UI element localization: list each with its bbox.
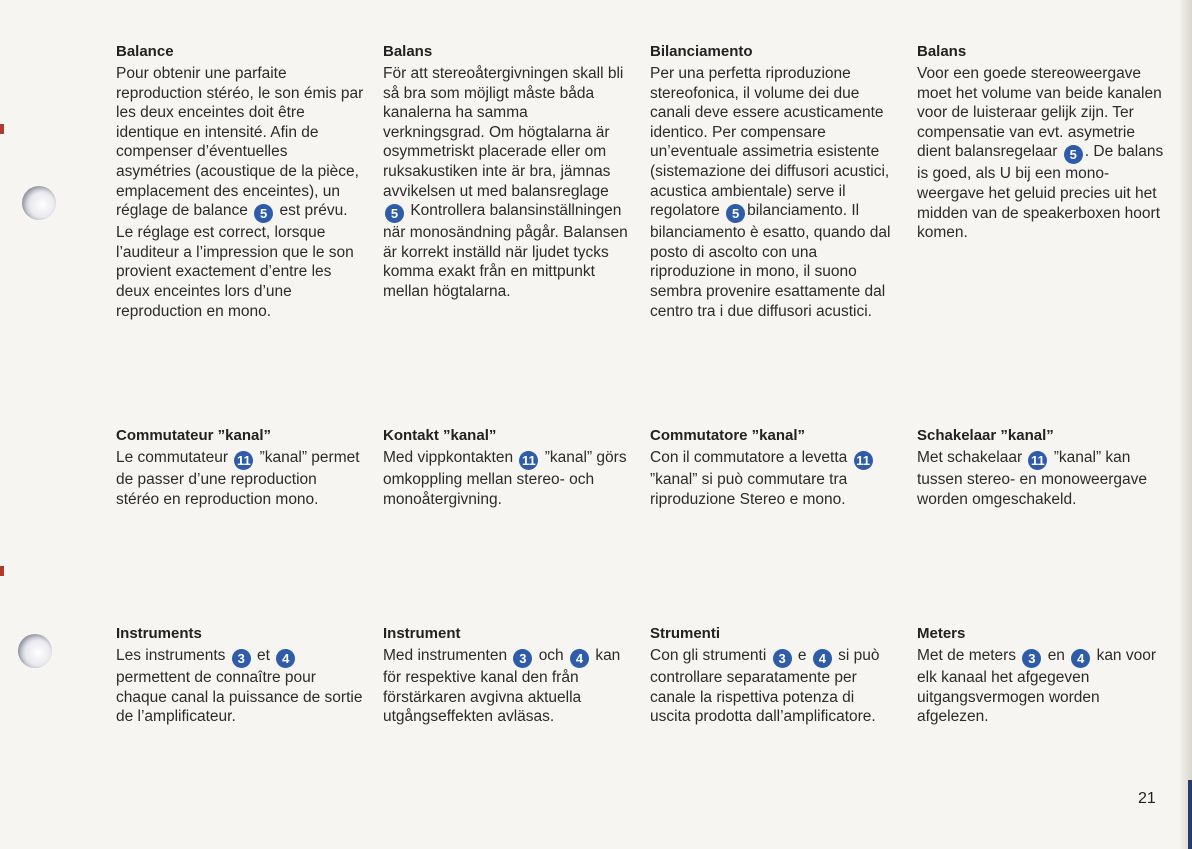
section-title: Strumenti [650,625,721,642]
section-title: Balans [917,43,967,60]
section-text: Per una perfetta riproduzione stereofonica, il volume dei due canali deve essere acusticamente identico. Per compensare un’eventuale assimetria esistente (sistemazione dei diffusori acustici, acustica ambientale) serve il regolatore 5 bilanciamento. Il bilanciamento è esatto, quando dal posto di ascolto con una riproduzione in mono, il suono sembra provenire esattamente dal centro tra i due diffusori acustici. [650,65,891,320]
callout-number: 3 [1022,649,1041,668]
edge-mark [0,124,4,134]
section-text: Med instrumenten 3 och 4 kan för respektive kanal den från förstärkaren avgivna aktuella utgångseffekten avläsas. [383,647,621,726]
binder-hole [18,634,52,668]
it-balance-section [650,42,898,321]
page-edge [1180,0,1192,849]
section-text: Med vippkontakten 11 ”kanal” görs omkoppling mellan stereo- och monoåtergivning. [383,449,627,508]
callout-number: 5 [1064,145,1083,164]
section-text: Voor een goede stereoweergave moet het volume van beide kanalen voor de luisteraar gelijk zijn. Ter compensatie van evt. asymetrie dient balansregelaar 5 . De balans is goed, als U bij een mono-weergave het geluid precies uit het midden van de speakerboxen hoort komen. [917,65,1164,242]
it-kanal-section [650,426,898,509]
sv-instruments-section [383,624,631,727]
callout-number: 3 [773,649,792,668]
fr-balance-section [116,42,364,321]
nl-kanal-section [917,426,1165,509]
callout-number: 4 [570,649,589,668]
callout-number: 4 [276,649,295,668]
sv-kanal-section [383,426,631,509]
callout-number: 11 [234,451,253,470]
section-title: Kontakt ”kanal” [383,427,497,444]
section-text: Con gli strumenti 3 e 4 si può controllare separatamente per canale la rispettiva potenza di uscita prodotta dall’amplificatore. [650,647,880,726]
page-number: 21 [1138,790,1156,807]
binder-hole [22,186,56,220]
callout-number: 4 [1071,649,1090,668]
page-edge-binding [1188,780,1192,849]
fr-kanal-section [116,426,364,509]
section-text: Le commutateur 11 ”kanal” permet de passer d’une reproduction stéréo en reproduction mono. [116,449,360,508]
section-text: Met de meters 3 en 4 kan voor elk kanaal het afgegeven uitgangsvermogen worden afgelezen. [917,647,1157,726]
section-title: Schakelaar ”kanal” [917,427,1054,444]
section-title: Balance [116,43,174,60]
edge-mark [0,566,4,576]
section-text: Con il commutatore a levetta 11 ”kanal” si può commutare tra riproduzione Stereo e mono. [650,448,898,509]
section-text: Les instruments 3 et 4 permettent de connaître pour chaque canal la puissance de sortie de l’amplificateur. [116,647,363,726]
section-title: Instruments [116,625,202,642]
sv-balance-section [383,42,631,302]
callout-number: 5 [254,204,273,223]
section-title: Commutatore ”kanal” [650,427,806,444]
section-title: Balans [383,43,433,60]
callout-number: 5 [726,204,745,223]
section-title: Commutateur ”kanal” [116,427,272,444]
section-title: Meters [917,625,966,642]
callout-number: 11 [519,451,538,470]
callout-number: 4 [813,649,832,668]
callout-number: 11 [1028,451,1047,470]
fr-instruments-section [116,624,364,727]
callout-number: 3 [513,649,532,668]
callout-number: 3 [232,649,251,668]
section-text: Met schakelaar 11 ”kanal” kan tussen stereo- en monoweergave worden omgeschakeld. [917,449,1148,508]
nl-balance-section [917,42,1165,243]
callout-number: 5 [385,204,404,223]
section-title: Bilanciamento [650,43,753,60]
it-instruments-section [650,624,898,727]
nl-instruments-section [917,624,1165,727]
section-text: Pour obtenir une parfaite reproduction stéréo, le son émis par les deux enceintes doit être identique en intensité. Afin de compenser d’éventuelles asymétries (acoustique de la pièce, emplacement des enceintes), un réglage de balance 5 est prévu. Le réglage est correct, lorsque l’auditeur a l’impression que le son provient exactement d’entre les deux enceintes lors d’une reproduction en mono. [116,65,364,320]
section-title: Instrument [383,625,461,642]
callout-number: 11 [854,451,873,470]
section-text: För att stereoåtergivningen skall bli så bra som möjligt måste båda kanalerna ha samma verkningsgrad. Om högtalarna är osymmetriskt placerade eller om ruksakustiken inte är bra, jämnas avvikelsen ut med balansreglage 5 Kontrollera balansinställningen när monosändning pågår. Balansen är korrekt inställd när ljudet tycks komma exakt från en mittpunkt mellan högtalarna. [383,65,628,300]
